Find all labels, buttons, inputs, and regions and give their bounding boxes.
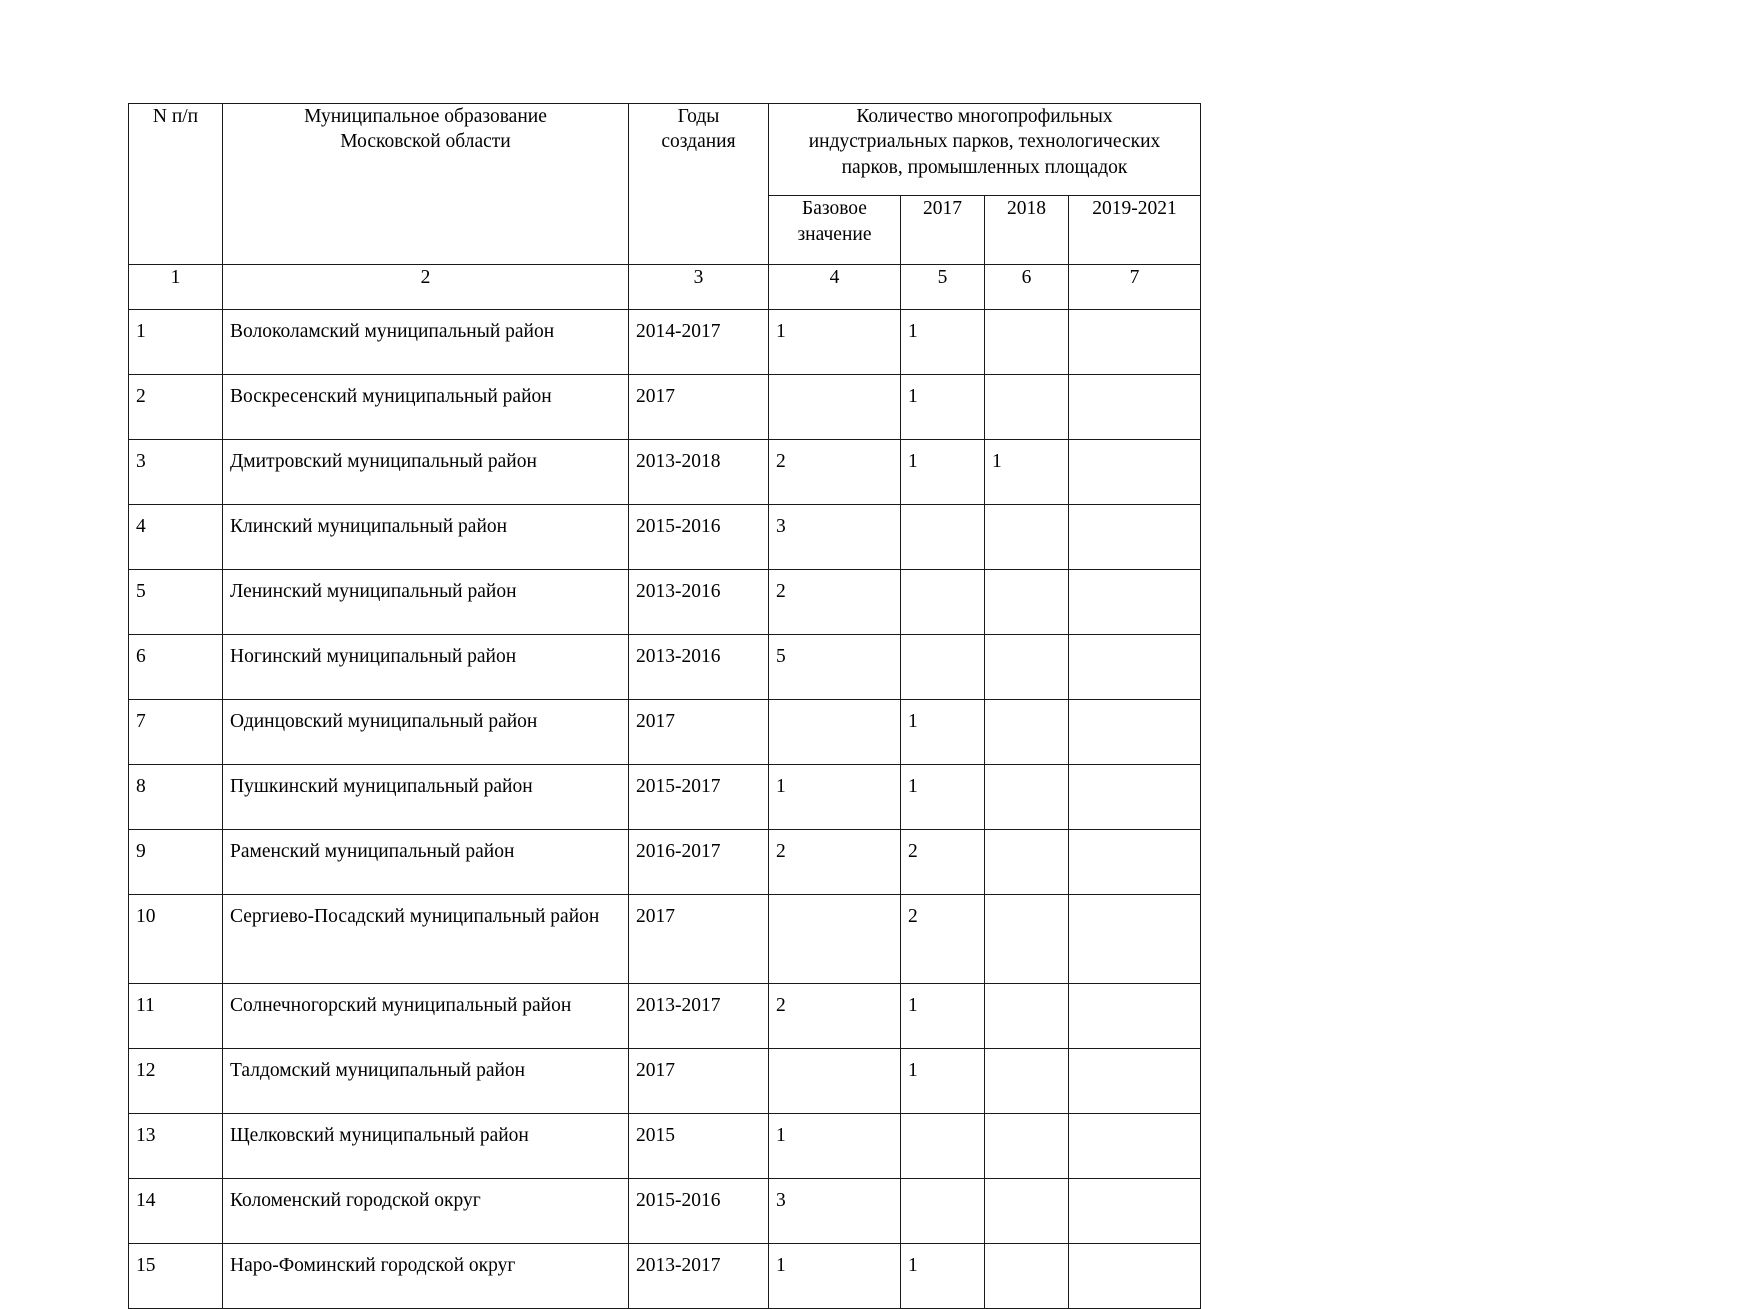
header-cell-2019-2021 [1069,196,1201,265]
column-number-4: 4 [769,265,901,310]
municipalities-industrial-parks-table [128,103,1201,1309]
cell-municipality: Солнечногорский муниципальный район [223,984,629,1049]
cell-2017 [901,1179,985,1244]
cell-years: 2013-2016 [629,570,769,635]
cell-2018 [985,830,1069,895]
header-parks-line2: индустриальных парков, технологических [808,131,1161,153]
cell-index: 5 [129,570,223,635]
cell-2017 [901,570,985,635]
table-row [129,1179,1201,1244]
table-row [129,570,1201,635]
header-cell-parks-group [769,104,1201,196]
header-parks-line1: Количество многопрофильных [856,106,1113,127]
header-cell-2017 [901,196,985,265]
header-2019-2021-label: 2019-2021 [1092,198,1177,220]
header-parks-line3: парков, промышленных площадок [841,156,1128,178]
cell-years: 2015-2016 [629,1179,769,1244]
header-municipality-line2: Московской области [340,131,511,153]
cell-base-value: 2 [769,440,901,505]
cell-years: 2014-2017 [629,310,769,375]
cell-years: 2013-2018 [629,440,769,505]
cell-index: 3 [129,440,223,505]
cell-index: 15 [129,1244,223,1309]
column-number-6: 6 [985,265,1069,310]
header-2018-label: 2018 [1007,198,1046,220]
column-number-3: 3 [629,265,769,310]
cell-years: 2013-2017 [629,1244,769,1309]
cell-years: 2015-2016 [629,505,769,570]
cell-2018: 1 [985,440,1069,505]
cell-2017 [901,635,985,700]
cell-2019-2021 [1069,375,1201,440]
cell-2018 [985,570,1069,635]
cell-index: 8 [129,765,223,830]
cell-base-value: 2 [769,984,901,1049]
table-row [129,895,1201,984]
cell-municipality: Ленинский муниципальный район [223,570,629,635]
cell-base-value: 2 [769,830,901,895]
cell-municipality: Сергиево-Посадский муниципальный район [223,895,629,984]
cell-2017: 1 [901,700,985,765]
cell-2019-2021 [1069,895,1201,984]
cell-base-value: 1 [769,765,901,830]
header-base-line2: значение [797,223,872,245]
cell-base-value: 1 [769,1114,901,1179]
table-row [129,505,1201,570]
header-cell-base-value [769,196,901,265]
cell-2018 [985,1244,1069,1309]
header-municipality-line1: Муниципальное образование [304,106,547,127]
cell-base-value [769,375,901,440]
cell-years: 2015 [629,1114,769,1179]
cell-2017: 1 [901,375,985,440]
cell-municipality: Ногинский муниципальный район [223,635,629,700]
cell-municipality: Наро-Фоминский городской округ [223,1244,629,1309]
cell-2019-2021 [1069,440,1201,505]
table-row [129,1244,1201,1309]
cell-2019-2021 [1069,830,1201,895]
cell-municipality: Щелковский муниципальный район [223,1114,629,1179]
table-header [129,104,1201,310]
cell-2017 [901,1114,985,1179]
cell-2018 [985,1049,1069,1114]
cell-base-value [769,700,901,765]
cell-municipality: Талдомский муниципальный район [223,1049,629,1114]
cell-2018 [985,895,1069,984]
table-row [129,1049,1201,1114]
column-number-row [129,265,1201,310]
cell-index: 13 [129,1114,223,1179]
table-container [128,103,1200,1309]
cell-years: 2013-2016 [629,635,769,700]
cell-2019-2021 [1069,984,1201,1049]
cell-2019-2021 [1069,505,1201,570]
table-body [129,310,1201,1309]
cell-years: 2016-2017 [629,830,769,895]
cell-years: 2013-2017 [629,984,769,1049]
cell-2017: 1 [901,984,985,1049]
cell-municipality: Воскресенский муниципальный район [223,375,629,440]
cell-2018 [985,505,1069,570]
header-cell-index [129,104,223,265]
cell-municipality: Клинский муниципальный район [223,505,629,570]
cell-2017: 1 [901,765,985,830]
cell-2017: 1 [901,310,985,375]
cell-base-value [769,895,901,984]
table-row [129,700,1201,765]
cell-index: 2 [129,375,223,440]
cell-2018 [985,1114,1069,1179]
cell-2019-2021 [1069,1244,1201,1309]
cell-2019-2021 [1069,1114,1201,1179]
cell-2017: 2 [901,895,985,984]
cell-index: 11 [129,984,223,1049]
header-base-line1: Базовое [802,198,867,220]
cell-2017: 2 [901,830,985,895]
cell-base-value: 1 [769,310,901,375]
header-years-line1: Годы [677,106,720,127]
column-number-5: 5 [901,265,985,310]
header-index-label: N п/п [152,106,199,127]
table-row [129,310,1201,375]
cell-years: 2015-2017 [629,765,769,830]
table-row [129,830,1201,895]
cell-2019-2021 [1069,765,1201,830]
cell-2018 [985,375,1069,440]
cell-2017: 1 [901,1049,985,1114]
column-number-7: 7 [1069,265,1201,310]
header-row-titles [129,104,1201,196]
cell-municipality: Волоколамский муниципальный район [223,310,629,375]
cell-2019-2021 [1069,1179,1201,1244]
cell-municipality: Коломенский городской округ [223,1179,629,1244]
cell-base-value: 3 [769,505,901,570]
cell-years: 2017 [629,895,769,984]
cell-base-value: 3 [769,1179,901,1244]
cell-years: 2017 [629,1049,769,1114]
header-cell-municipality [223,104,629,265]
cell-base-value: 5 [769,635,901,700]
cell-index: 14 [129,1179,223,1244]
cell-years: 2017 [629,375,769,440]
table-row [129,1114,1201,1179]
cell-2019-2021 [1069,570,1201,635]
cell-2018 [985,765,1069,830]
column-number-1: 1 [129,265,223,310]
table-row [129,635,1201,700]
cell-index: 6 [129,635,223,700]
cell-2017 [901,505,985,570]
cell-2019-2021 [1069,700,1201,765]
cell-2019-2021 [1069,1049,1201,1114]
cell-base-value: 2 [769,570,901,635]
cell-2019-2021 [1069,310,1201,375]
table-row [129,984,1201,1049]
cell-years: 2017 [629,700,769,765]
cell-2018 [985,700,1069,765]
cell-index: 1 [129,310,223,375]
cell-2018 [985,984,1069,1049]
table-row [129,440,1201,505]
cell-index: 9 [129,830,223,895]
cell-2018 [985,310,1069,375]
cell-base-value [769,1049,901,1114]
cell-municipality: Пушкинский муниципальный район [223,765,629,830]
cell-base-value: 1 [769,1244,901,1309]
cell-2018 [985,1179,1069,1244]
column-number-2: 2 [223,265,629,310]
cell-2017: 1 [901,1244,985,1309]
table-row [129,375,1201,440]
cell-municipality: Раменский муниципальный район [223,830,629,895]
cell-municipality: Дмитровский муниципальный район [223,440,629,505]
cell-2018 [985,635,1069,700]
cell-index: 4 [129,505,223,570]
cell-index: 12 [129,1049,223,1114]
header-2017-label: 2017 [923,198,962,220]
cell-municipality: Одинцовский муниципальный район [223,700,629,765]
header-cell-2018 [985,196,1069,265]
cell-index: 7 [129,700,223,765]
cell-2019-2021 [1069,635,1201,700]
cell-index: 10 [129,895,223,984]
header-years-line2: создания [661,131,736,153]
table-row [129,765,1201,830]
cell-2017: 1 [901,440,985,505]
header-cell-years [629,104,769,265]
